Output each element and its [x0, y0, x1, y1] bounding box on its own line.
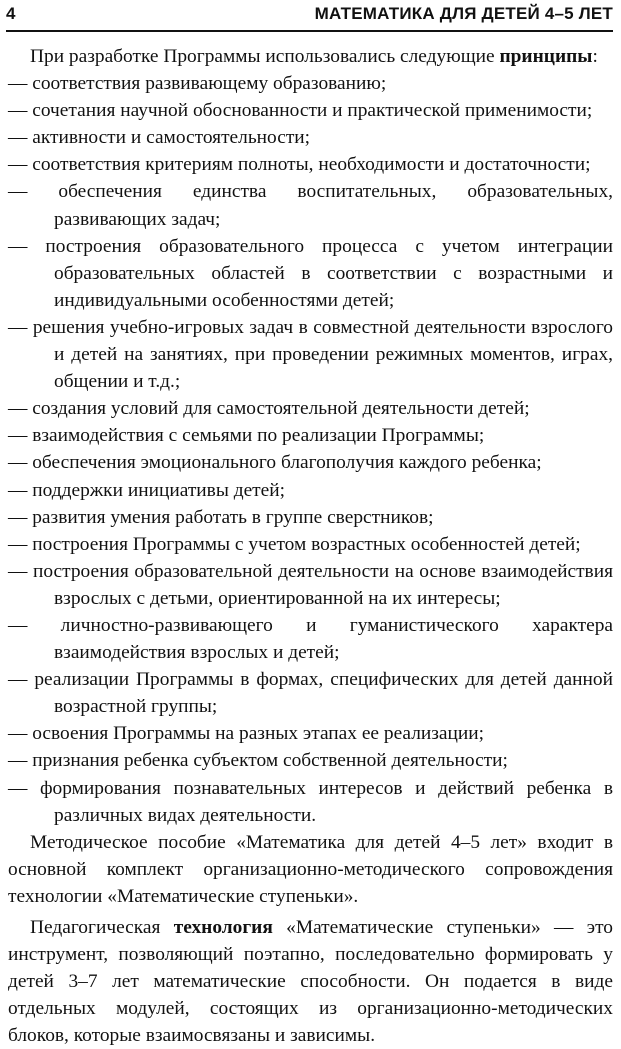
list-item: — формирования познавательных интересов и действий ребенка в различных видах деятельности. [8, 777, 613, 826]
page-number: 4 [6, 4, 16, 23]
manual-text: Методическое пособие «Математика для детей 4–5 лет» входит в основной комплект организационно-методического сопровождения технологии «Математические ступеньки». [8, 831, 613, 907]
intro-keyword: принципы [499, 46, 593, 67]
technology-text: «Математические ступеньки» — это инструмент, позволяющий поэтапно, последовательно формировать у детей 3–7 лет математические способности. Он подается в виде отдельных модулей, состоящих из организационно-методических блоков, которые взаимосвязаны и зависимы. [8, 917, 613, 1047]
list-item: — личностно-развивающего и гуманистического характера взаимодействия взрослых и детей; [8, 614, 613, 664]
list-item: — признания ребенка субъектом собственной деятельности; [8, 750, 508, 772]
intro-colon: : [592, 46, 598, 67]
list-item: — построения образовательной деятельности на основе взаимодействия взрослых с детьми, ориентированной на их интересы; [8, 560, 613, 609]
list-item: — обеспечения единства воспитательных, образовательных, развивающих задач; [8, 181, 613, 230]
list-item: — активности и самостоятельности; [8, 127, 311, 149]
intro-paragraph [8, 43, 613, 70]
list-item: — обеспечения эмоционального благополучия каждого ребенка; [8, 452, 542, 474]
list-item: — развития умения работать в группе сверстников; [8, 506, 434, 528]
list-item: — построения Программы с учетом возрастных особенностей детей; [8, 533, 581, 555]
technology-text-start: Педагогическая [30, 917, 174, 938]
list-item: — освоения Программы на разных этапах ее реализации; [8, 723, 485, 745]
technology-keyword: технология [173, 917, 273, 938]
intro-text: При разработке Программы использовались следующие [30, 46, 500, 67]
principles-list [8, 70, 613, 829]
list-item: — создания условий для самостоятельной деятельности детей; [8, 398, 530, 420]
list-item: — реализации Программы в формах, специфических для детей данной возрастной группы; [8, 669, 613, 718]
running-title: МАТЕМАТИКА ДЛЯ ДЕТЕЙ 4–5 ЛЕТ [314, 4, 613, 23]
list-item: — решения учебно-игровых задач в совместной деятельности взрослого и детей на занятиях, при проведении режимных моментов, играх, общении и т.д.; [8, 316, 613, 393]
list-item: — соответствия развивающему образованию; [8, 73, 387, 95]
manual-paragraph [8, 829, 613, 910]
page-body [8, 43, 613, 1049]
list-item: — поддержки инициативы детей; [8, 479, 286, 501]
page-header [6, 4, 613, 32]
technology-paragraph [8, 914, 613, 1049]
list-item: — взаимодействия с семьями по реализации Программы; [8, 425, 485, 447]
list-item: — соответствия критериям полноты, необходимости и достаточности; [8, 154, 591, 176]
list-item: — сочетания научной обоснованности и практической применимости; [8, 100, 593, 122]
list-item: — построения образовательного процесса с учетом интеграции образовательных областей в соответствии с возрастными и индивидуальными особенностями детей; [8, 235, 613, 311]
